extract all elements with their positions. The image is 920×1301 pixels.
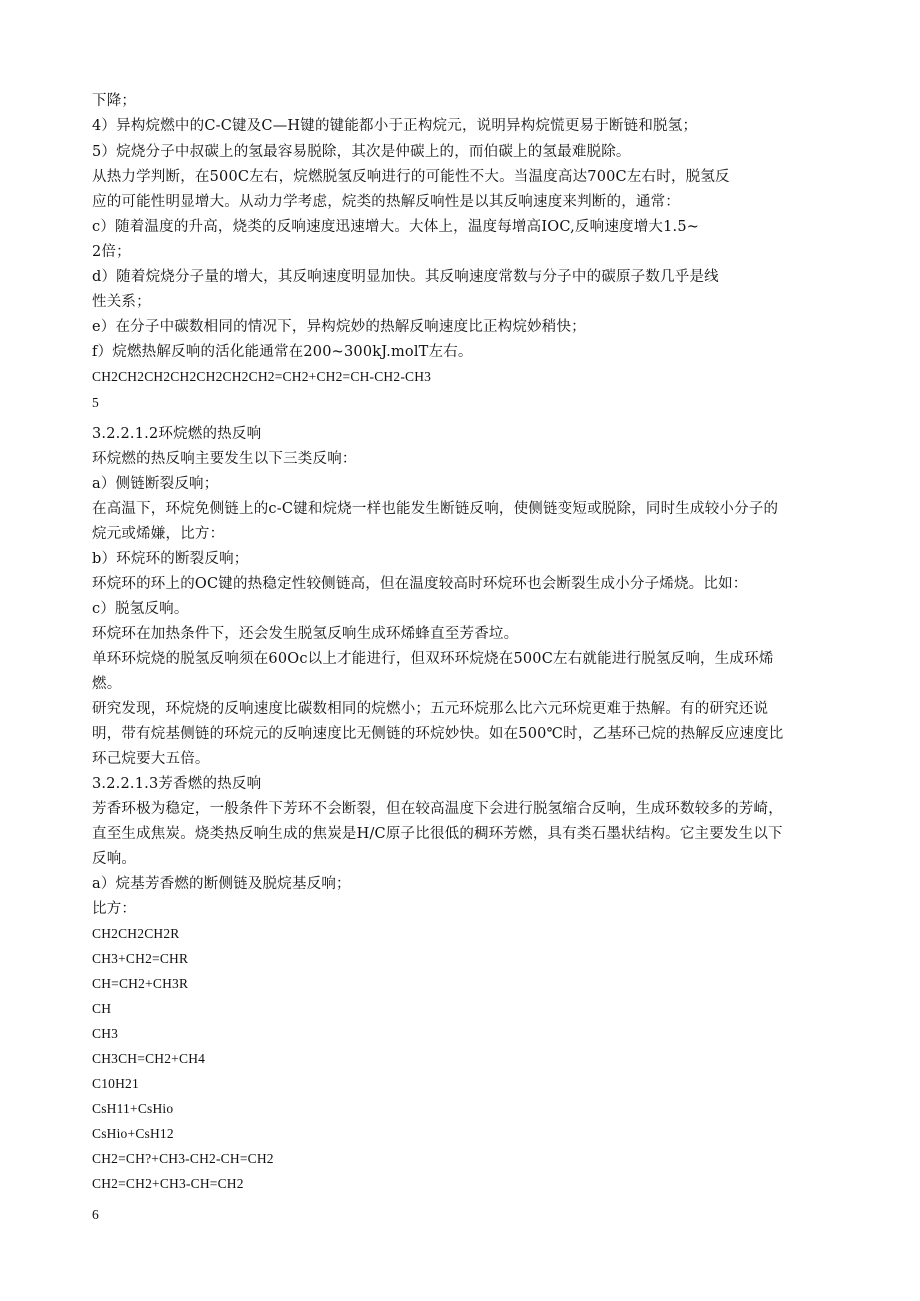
- text-line: a）烷基芳香燃的断侧链及脱烷基反响；: [92, 876, 351, 892]
- text-line: 性关系；: [92, 294, 151, 310]
- text-line: 环烷环的环上的OC键的热稳定性较侧链高，但在温度较高时环烷环也会断裂生成小分子烯烧。比如：: [92, 576, 748, 592]
- text-line: b）环烷环的断裂反响；: [92, 551, 249, 567]
- text-line: 环烷燃的热反响主要发生以下三类反响：: [92, 451, 357, 467]
- text-line: 明，带有烷基侧链的环烷元的反响速度比无侧链的环烷妙快。如在500℃时，乙基环己烷的热解反应速度比: [92, 726, 784, 742]
- text-line: 4）异构烷燃中的C-C键及C—H键的键能都小于正构烷元，说明异构烷慌更易于断链和脱氢；: [92, 118, 698, 134]
- formula-line: CsH11+CsHio: [92, 1101, 174, 1116]
- text-line: a）侧链断裂反响；: [92, 476, 219, 492]
- text-line: 下降；: [92, 93, 137, 109]
- formula-line: CH2CH2CH2CH2CH2CH2CH2=CH2+CH2=CH-CH2-CH3: [92, 369, 432, 384]
- text-line: 环烷环在加热条件下，还会发生脱氢反响生成环烯蜂直至芳香垃。: [92, 626, 519, 642]
- formula-line: CH=CH2+CH3R: [92, 976, 189, 991]
- formula-line: CH2=CH?+CH3-CH2-CH=CH2: [92, 1151, 274, 1166]
- formula-line: CH3: [92, 1026, 119, 1041]
- text-line: 直至生成焦炭。烧类热反响生成的焦炭是H/C原子比很低的稠环芳燃，具有类石墨状结构。它主要发生以下: [92, 826, 783, 842]
- text-line: 反响。: [92, 851, 137, 867]
- text-line: 环己烷要大五倍。: [92, 751, 210, 767]
- text-line: 燃。: [92, 676, 122, 692]
- section-heading: 3.2.2.1.2环烷燃的热反响: [92, 426, 262, 442]
- text-line: f）烷燃热解反响的活化能通常在200~300kJ.molT左右。: [92, 344, 473, 360]
- page-number: 6: [92, 1207, 99, 1222]
- text-line: 在高温下，环烷免侧链上的c-C键和烷烧一样也能发生断链反响，使侧链变短或脱除，同时生成较小分子的: [92, 501, 779, 517]
- text-line: 烷元或烯嫌，比方：: [92, 526, 225, 542]
- text-line: c）脱氢反响。: [92, 601, 189, 617]
- formula-line: CsHio+CsH12: [92, 1126, 174, 1141]
- formula-line: CH3CH=CH2+CH4: [92, 1051, 206, 1066]
- text-line: 应的可能性明显增大。从动力学考虑，烷类的热解反响性是以其反响速度来判断的，通常：: [92, 194, 680, 210]
- text-line: 从热力学判断，在500C左右，烷燃脱氢反响进行的可能性不大。当温度高达700C左右时，脱氢反: [92, 169, 730, 185]
- formula-line: CH3+CH2=CHR: [92, 951, 189, 966]
- text-line: 5）烷烧分子中叔碳上的氢最容易脱除，其次是仲碳上的，而伯碳上的氢最难脱除。: [92, 144, 631, 160]
- text-line: 芳香环极为稳定，一般条件下芳环不会断裂，但在较高温度下会进行脱氢缩合反响，生成环数较多的芳崎，: [92, 801, 783, 817]
- text-line: c）随着温度的升高，烧类的反响速度迅速增大。大体上，温度每增高IOC,反响速度增大1.5~: [92, 219, 700, 235]
- text-line: 2倍；: [92, 244, 131, 260]
- page-number: 5: [92, 395, 99, 410]
- section-heading: 3.2.2.1.3芳香燃的热反响: [92, 776, 262, 792]
- text-line: e）在分子中碳数相同的情况下，异构烷妙的热解反响速度比正构烷妙稍快；: [92, 319, 586, 335]
- formula-line: CH2CH2CH2R: [92, 926, 180, 941]
- formula-line: CH: [92, 1001, 112, 1016]
- formula-line: CH2=CH2+CH3-CH=CH2: [92, 1176, 244, 1191]
- formula-line: C10H21: [92, 1076, 139, 1091]
- text-line: 研究发现，环烷烧的反响速度比碳数相同的烷燃小；五元环烷那么比六元环烷更难于热解。有的研究还说: [92, 701, 769, 717]
- text-line: 比方：: [92, 901, 137, 917]
- text-line: d）随着烷烧分子量的增大，其反响速度明显加快。其反响速度常数与分子中的碳原子数几乎是线: [92, 269, 719, 285]
- text-line: 单环环烷烧的脱氢反响须在60Oc以上才能进行，但双环环烷烧在500C左右就能进行脱氢反响，生成环烯: [92, 651, 774, 667]
